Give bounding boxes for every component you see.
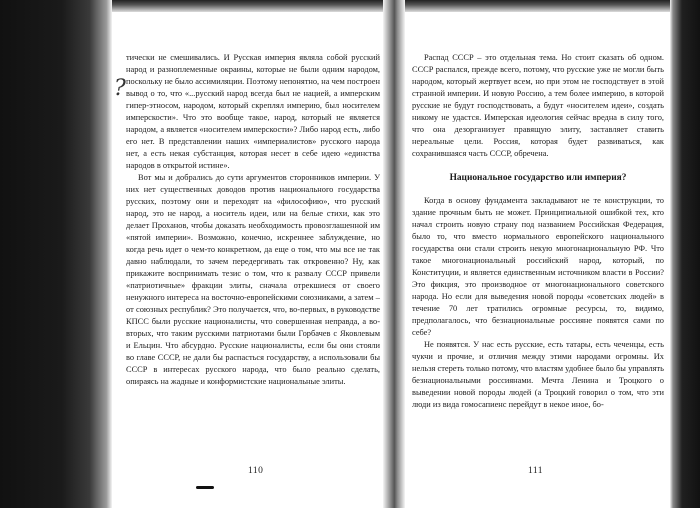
section-heading: Национальное государство или империя? bbox=[449, 173, 627, 183]
handwritten-question-mark: ? bbox=[114, 76, 126, 101]
left-page bbox=[126, 52, 380, 452]
right-page-number: 111 bbox=[528, 466, 544, 476]
left-page-number: 110 bbox=[248, 466, 264, 476]
right-paragraph-3: Не появятся. У нас есть русские, есть татары, есть чеченцы, есть чукчи и прочие, и отличия между этими народами огромны. Их нельзя стереть только потому, что властям удобнее было бы управлять безнациональными россиянами. Мечта Ленина и Троцкого о выведении новой породы людей (а Троцкий говорил о том, что эти люди из вида гомосапиенс перейдут в некое иное, бо- bbox=[412, 340, 664, 409]
scan-edge-left bbox=[0, 0, 112, 508]
left-paragraph-1: тически не смешивались. И Русская империя являла собой русский народ и разноплеменные окраины, которые не были одним народом, поскольку не было ассимиляции. Поэтому непонятно, на чем построен вывод о то, что «...русский народ всегда был не нацией, а имперским гипер-этносом, народом, который скреплял империю, был носителем имперскости». Что это вообще такое, народ, который не является народом, а является «носителем имперскости»? Либо народ есть, либо его нет. В представлении наших «империалистов» русского народа нет, а есть некая субстанция, которая несет в себе идею «единства народов в открытой истине». bbox=[126, 53, 380, 170]
book-gutter bbox=[383, 0, 405, 508]
left-paragraph-2: Вот мы и добрались до сути аргументов сторонников империи. У них нет существенных доводов против национального государства русских, поэтому они и переходят на «философию», что русский народ, это не народ, а носитель идеи, или на белые стихи, как это делает Проханов, чтобы доказать необходимость провозглашенной им «пятой империи». Возможно, конечно, искреннее заблуждение, но когда речь идет о чем-то конкретном, да еще о том, что мы все не так давно наблюдали, то зачем передергивать так откровенно? Ну, как прикажите воспринимать тезис о том, что к развалу СССР привели «патриотичные» фракции элиты, сначала отрекшиеся от своего ненужного интереса на восточно-европейскими союзниками, а затем – от союзных республик? Это получается, что, во-первых, в руководстве КПСС были русские националисты, что совершенная неправда, а во-вторых, что таким русскими патриотами были Горбачев с Яковлевым и Ельцин. Что абсурдно. Русские националисты, если бы они стояли во главе СССР, не дали бы распасться государству, а использовали бы СССР в интересах русского народа, что было реально сделать, опираясь на жадные и конформистские национальные элиты. bbox=[126, 173, 380, 386]
scan-edge-right bbox=[670, 0, 700, 508]
right-page bbox=[412, 52, 664, 452]
right-paragraph-1: Распад СССР – это отдельная тема. Но стоит сказать об одном. СССР распался, прежде всего, потому, что русские уже не могли быть народом, который жертвует всем, но при этом не господствует в этой странной империи. И новую Россию, а тем более империю, в которой русские не будут господствовать, а будут «носителем идеи», создать никому не удастся. Имперская идеология сейчас вредна в силу того, что она дезорганизует правящую элиту, заставляет ставить нереальные цели. Россия, которая будет развиваться, как сохранившаяся часть СССР, обречена. bbox=[412, 53, 664, 158]
right-paragraph-2: Когда в основу фундамента закладывают не те конструкции, то здание прочным быть не может. Принципиальной ошибкой тех, кто начал строить новую страну под названием Российская Федерация, было то, что вместо нормального европейского национального государства они стали строить некую многонациональную РФ. Что такое многонациональный российский народ, который, по Конституции, и является единственным источником власти в России? Это фикция, это производное от многонационального советского народа. Но если для выведения новой породы «советских людей» в течение 70 лет тратились огромные ресурсы, то, видимо, предполагалось, что безнациональные россияне появятся сами по себе? bbox=[412, 196, 664, 337]
handwritten-dash-mark bbox=[196, 486, 214, 489]
